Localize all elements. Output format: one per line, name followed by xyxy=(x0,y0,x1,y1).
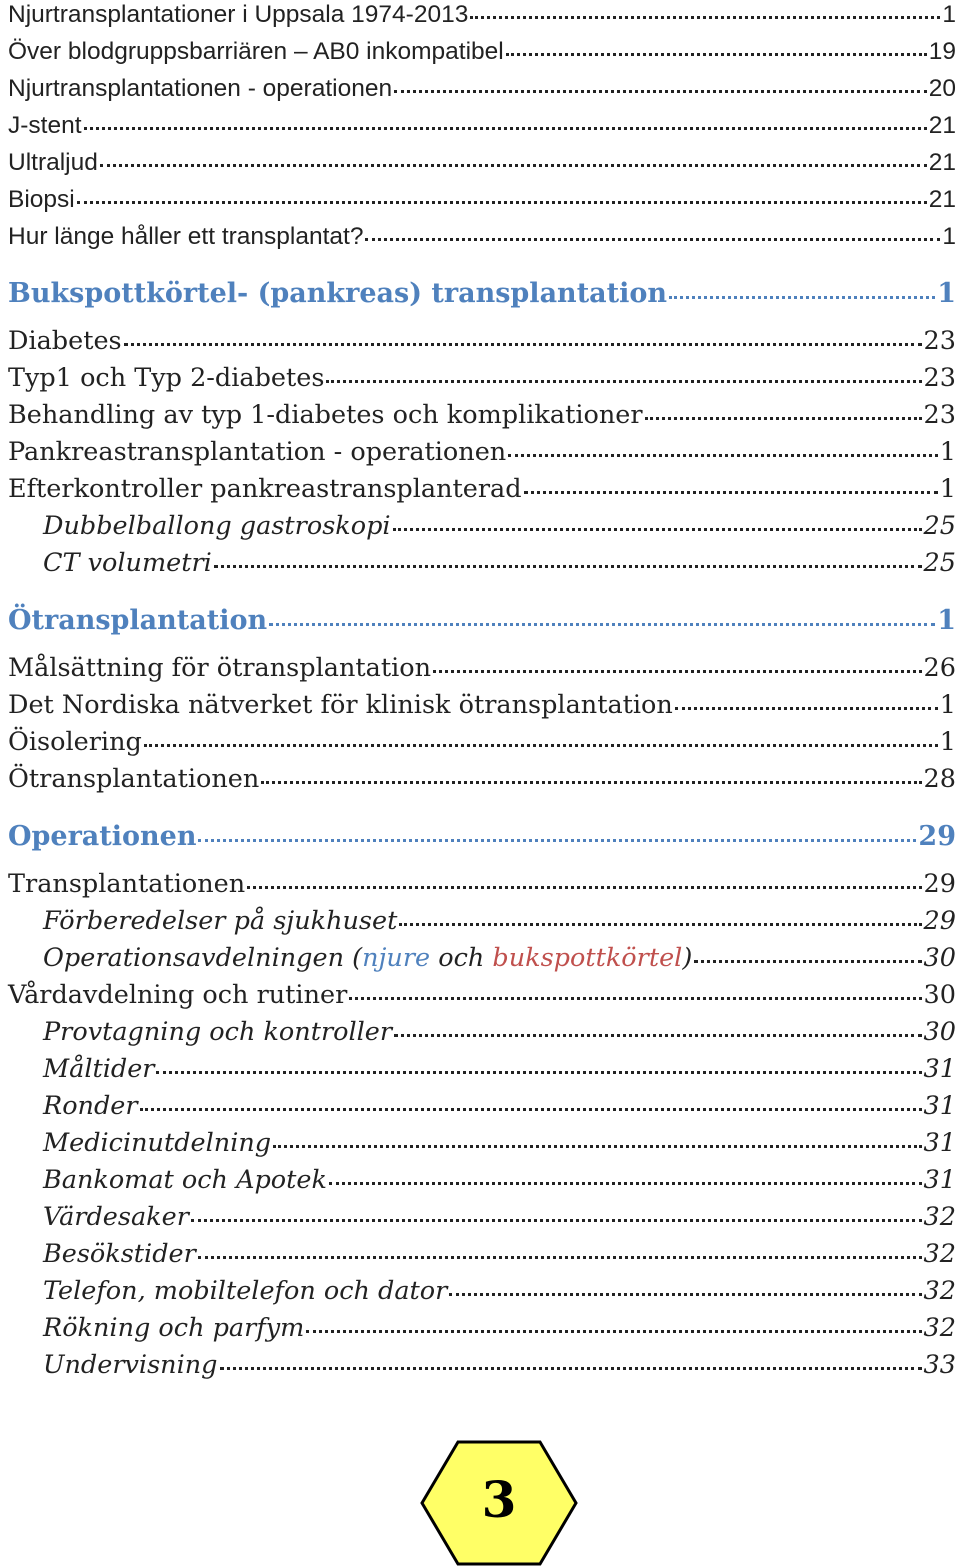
dot-leader xyxy=(669,296,935,299)
dot-leader xyxy=(247,886,921,889)
toc-entry-title: Provtagning och kontroller xyxy=(43,1017,393,1047)
toc-entry[interactable] xyxy=(8,1014,956,1051)
toc-entry[interactable] xyxy=(8,218,956,255)
toc-entry-title: Ötransplantation xyxy=(8,605,268,636)
toc-page-number: 1 xyxy=(939,727,956,757)
dot-leader xyxy=(393,528,922,531)
toc-page-number: 23 xyxy=(923,400,956,430)
toc-entry-title: Rökning och parfym xyxy=(43,1313,305,1343)
toc-entry[interactable] xyxy=(8,1273,956,1310)
toc-entry-title: Operationen xyxy=(8,821,197,852)
dot-leader xyxy=(77,201,927,204)
toc-page-number: 30 xyxy=(923,943,956,973)
toc-entry-title: Transplantationen xyxy=(8,869,246,899)
toc-page-number: 26 xyxy=(923,653,956,683)
toc-section-heading[interactable] xyxy=(8,255,956,323)
toc-entry[interactable] xyxy=(8,181,956,218)
toc-entry[interactable] xyxy=(8,724,956,761)
toc-entry[interactable] xyxy=(8,650,956,687)
dot-leader xyxy=(399,923,921,926)
toc-entry-title: Njurtransplantationen - operationen xyxy=(8,75,393,102)
toc-entry-title: Medicinutdelning xyxy=(43,1128,272,1158)
toc-page-number: 25 xyxy=(923,548,956,578)
toc-page-number: 1 xyxy=(942,223,956,250)
toc-entry-title-part: njure xyxy=(362,943,431,973)
toc-page-number: 1 xyxy=(939,437,956,467)
toc-entry[interactable] xyxy=(8,0,956,33)
toc-entry-title-part: Operationsavdelningen ( xyxy=(43,943,363,973)
toc-page-number: 28 xyxy=(923,764,956,794)
toc-page-number: 30 xyxy=(923,980,956,1010)
toc-entry[interactable] xyxy=(8,1347,956,1384)
toc-entry[interactable] xyxy=(8,545,956,582)
dot-leader xyxy=(326,380,921,383)
toc-entry[interactable] xyxy=(8,33,956,70)
toc-entry[interactable] xyxy=(8,323,956,360)
toc-entry[interactable] xyxy=(8,1088,956,1125)
toc-page-number: 21 xyxy=(928,149,956,176)
toc-entry-title-part: bukspottkörtel xyxy=(492,943,683,973)
toc-page-number: 25 xyxy=(923,511,956,541)
toc-entry[interactable] xyxy=(8,687,956,724)
dot-leader xyxy=(694,960,921,963)
dot-leader xyxy=(394,90,927,93)
toc-page-number: 29 xyxy=(923,906,956,936)
toc-entry[interactable] xyxy=(8,360,956,397)
toc-section-heading[interactable] xyxy=(8,798,956,866)
toc-entry-title: Pankreastransplantation - operationen xyxy=(8,437,507,467)
toc-entry[interactable] xyxy=(8,940,956,977)
dot-leader xyxy=(261,781,921,784)
toc-entry[interactable] xyxy=(8,903,956,940)
toc-entry[interactable] xyxy=(8,107,956,144)
toc-page-number: 1 xyxy=(942,1,956,28)
toc-page-number: 21 xyxy=(928,186,956,213)
toc-entry[interactable] xyxy=(8,1199,956,1236)
page-number: 3 xyxy=(481,1470,517,1529)
toc-page-number: 1 xyxy=(937,278,956,309)
toc-entry-title: Undervisning xyxy=(43,1350,218,1380)
toc-entry[interactable] xyxy=(8,144,956,181)
toc-entry-title xyxy=(43,940,692,977)
toc-page-number: 29 xyxy=(918,821,956,852)
toc-entry-title: Efterkontroller pankreastransplanterad xyxy=(8,474,522,504)
dot-leader xyxy=(214,565,922,568)
dot-leader xyxy=(273,1145,921,1148)
toc-entry-title: Bukspottkörtel- (pankreas) transplantation xyxy=(8,278,668,309)
toc-entry-title-part: och xyxy=(430,943,493,973)
dot-leader xyxy=(470,16,940,19)
toc-page-number: 1 xyxy=(939,474,956,504)
toc-entry-title: Biopsi xyxy=(8,186,75,213)
toc-entry[interactable] xyxy=(8,397,956,434)
dot-leader xyxy=(394,1034,921,1037)
dot-leader xyxy=(269,623,935,626)
toc-entry[interactable] xyxy=(8,1125,956,1162)
toc-page-number: 23 xyxy=(923,326,956,356)
toc-entry[interactable] xyxy=(8,1051,956,1088)
toc-entry[interactable] xyxy=(8,866,956,903)
dot-leader xyxy=(433,670,922,673)
toc-entry-title: Behandling av typ 1-diabetes och komplikationer xyxy=(8,400,643,430)
dot-leader xyxy=(191,1219,922,1222)
toc-entry-title: Det Nordiska nätverket för klinisk ötransplantation xyxy=(8,690,673,720)
toc-page-number: 1 xyxy=(937,605,956,636)
dot-leader xyxy=(306,1330,921,1333)
dot-leader xyxy=(506,53,927,56)
toc-entry-title: Telefon, mobiltelefon och dator xyxy=(43,1276,448,1306)
toc-page-number: 1 xyxy=(939,690,956,720)
toc-entry-title: Ronder xyxy=(43,1091,138,1121)
toc-entry[interactable] xyxy=(8,977,956,1014)
dot-leader xyxy=(198,1256,922,1259)
toc-page-number: 32 xyxy=(923,1276,956,1306)
toc-entry-title: Hur länge håller ett transplantat? xyxy=(8,223,364,250)
dot-leader xyxy=(156,1071,921,1074)
toc-entry[interactable] xyxy=(8,1310,956,1347)
dot-leader xyxy=(675,707,938,710)
toc-page-number: 31 xyxy=(923,1165,956,1195)
dot-leader xyxy=(524,491,938,494)
toc-page-number: 31 xyxy=(923,1128,956,1158)
dot-leader xyxy=(140,1108,922,1111)
toc-entry[interactable] xyxy=(8,1236,956,1273)
toc-entry-title: Njurtransplantationer i Uppsala 1974-2013 xyxy=(8,1,469,28)
table-of-contents xyxy=(8,0,956,1384)
dot-leader xyxy=(198,839,916,842)
toc-entry-title: Förberedelser på sjukhuset xyxy=(43,906,398,936)
toc-page-number: 30 xyxy=(923,1017,956,1047)
toc-entry-title: Ötransplantationen xyxy=(8,764,260,794)
toc-page-number: 32 xyxy=(923,1313,956,1343)
toc-page-number: 29 xyxy=(923,869,956,899)
dot-leader xyxy=(220,1367,922,1370)
toc-entry-title: Måltider xyxy=(43,1054,155,1084)
toc-entry-title: Ultraljud xyxy=(8,149,98,176)
dot-leader xyxy=(508,454,938,457)
toc-entry-title: Öisolering xyxy=(8,727,142,757)
toc-section-heading[interactable] xyxy=(8,582,956,650)
toc-page-number: 20 xyxy=(928,75,956,102)
toc-entry-title: Vårdavdelning och rutiner xyxy=(8,980,348,1010)
dot-leader xyxy=(144,744,938,747)
dot-leader xyxy=(365,238,940,241)
toc-entry-title: CT volumetri xyxy=(43,548,212,578)
toc-entry-title: Dubbelballong gastroskopi xyxy=(43,511,391,541)
toc-page-number: 32 xyxy=(923,1239,956,1269)
toc-entry-title: Över blodgruppsbarriären – AB0 inkompatibel xyxy=(8,38,504,65)
toc-entry-title: Bankomat och Apotek xyxy=(43,1165,327,1195)
toc-entry[interactable] xyxy=(8,761,956,798)
toc-entry[interactable] xyxy=(8,508,956,545)
toc-entry-title: Diabetes xyxy=(8,326,122,356)
toc-entry-title: Besökstider xyxy=(43,1239,196,1269)
toc-entry[interactable] xyxy=(8,1162,956,1199)
dot-leader xyxy=(645,417,922,420)
dot-leader xyxy=(449,1293,921,1296)
toc-page-number: 31 xyxy=(923,1054,956,1084)
toc-page-number: 32 xyxy=(923,1202,956,1232)
toc-entry-title: Målsättning för ötransplantation xyxy=(8,653,432,683)
toc-entry-title-part: ) xyxy=(682,943,693,973)
dot-leader xyxy=(349,997,921,1000)
toc-entry[interactable] xyxy=(8,70,956,107)
dot-leader xyxy=(84,127,927,130)
toc-page-number: 33 xyxy=(923,1350,956,1380)
toc-entry[interactable] xyxy=(8,434,956,471)
toc-page-number: 31 xyxy=(923,1091,956,1121)
dot-leader xyxy=(100,164,927,167)
toc-page-number: 19 xyxy=(928,38,956,65)
dot-leader xyxy=(124,343,922,346)
toc-entry[interactable] xyxy=(8,471,956,508)
toc-entry-title: Typ1 och Typ 2-diabetes xyxy=(8,363,325,393)
toc-page-number: 23 xyxy=(923,363,956,393)
toc-entry-title: J-stent xyxy=(8,112,82,139)
toc-entry-title: Värdesaker xyxy=(43,1202,189,1232)
dot-leader xyxy=(329,1182,922,1185)
toc-page-number: 21 xyxy=(928,112,956,139)
